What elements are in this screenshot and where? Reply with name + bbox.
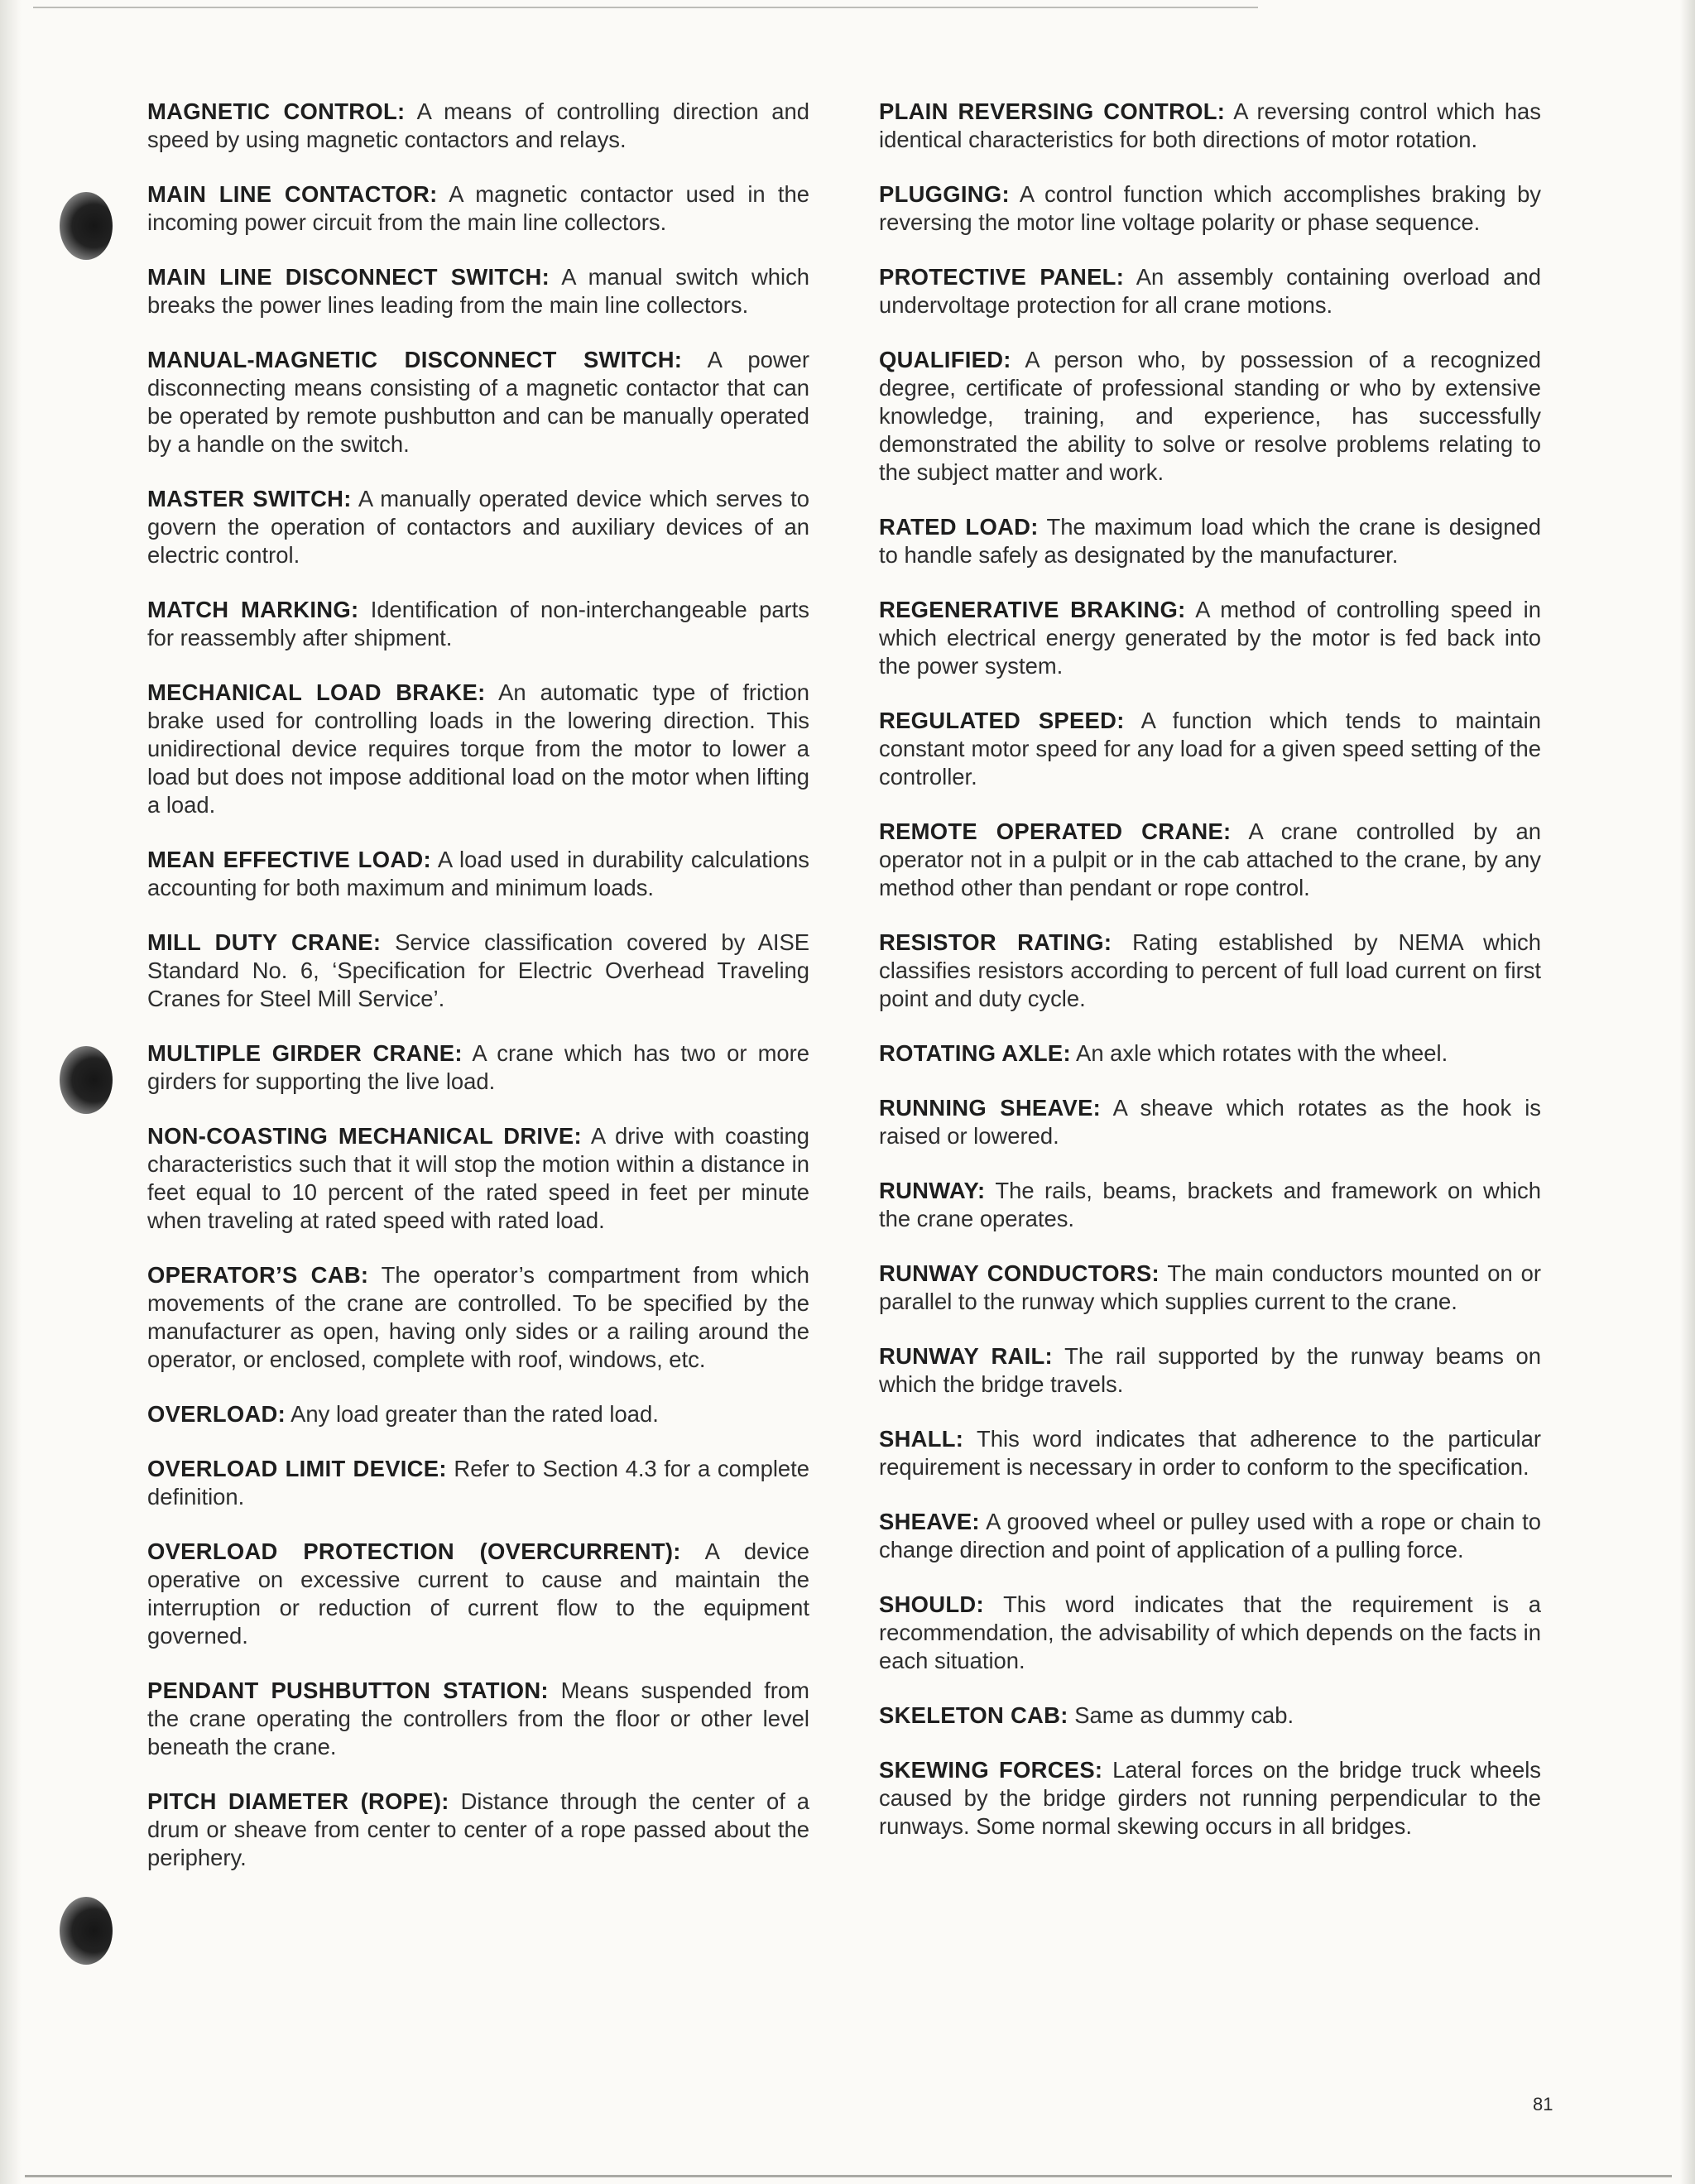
glossary-entry xyxy=(147,1122,809,1235)
glossary-term: OVERLOAD LIMIT DEVICE: xyxy=(147,1456,447,1481)
glossary-definition: Rating established by NEMA which classifies resistors according to percent of full load current on first point and duty cycle. xyxy=(879,929,1541,1011)
glossary-definition: Identification of non-interchangeable parts for reassembly after shipment. xyxy=(147,597,809,650)
glossary-entry xyxy=(147,1455,809,1511)
glossary-term: MILL DUTY CRANE: xyxy=(147,929,382,955)
glossary-term: OVERLOAD: xyxy=(147,1401,286,1427)
glossary-term: SHALL: xyxy=(879,1426,964,1452)
glossary-entry xyxy=(147,846,809,902)
glossary-term: MULTIPLE GIRDER CRANE: xyxy=(147,1040,463,1066)
glossary-term: MECHANICAL LOAD BRAKE: xyxy=(147,679,486,705)
glossary-entry xyxy=(147,263,809,319)
glossary-definition: A manually operated device which serves to govern the operation of contactors and auxiliary devices of an electric control. xyxy=(147,486,809,568)
glossary-term: SKEWING FORCES: xyxy=(879,1757,1103,1783)
glossary-definition: A function which tends to maintain constant motor speed for any load for a given speed setting of the controller. xyxy=(879,708,1541,790)
glossary-definition: A magnetic contactor used in the incoming power circuit from the main line collectors. xyxy=(147,181,809,235)
glossary-term: QUALIFIED: xyxy=(879,347,1011,372)
glossary-definition: The maximum load which the crane is designed to handle safely as designated by the manufacturer. xyxy=(879,514,1541,568)
glossary-term: RATED LOAD: xyxy=(879,514,1039,540)
glossary-definition: The rails, beams, brackets and framework on which the crane operates. xyxy=(879,1178,1541,1231)
glossary-entry xyxy=(879,1702,1541,1730)
glossary-entry xyxy=(879,1425,1541,1481)
glossary-term: OVERLOAD PROTECTION (OVERCURRENT): xyxy=(147,1538,681,1564)
glossary-term: SKELETON CAB: xyxy=(879,1702,1068,1728)
glossary-definition: An automatic type of friction brake used for controlling loads in the lowering direction. This unidirectional device requires torque from the motor to lower a load but does not impose additional load on the motor when lifting a load. xyxy=(147,679,809,818)
glossary-definition: The rail supported by the runway beams on which the bridge travels. xyxy=(879,1343,1541,1397)
glossary-definition: Same as dummy cab. xyxy=(1074,1702,1294,1728)
glossary-entry xyxy=(147,1400,809,1428)
glossary-entry xyxy=(147,596,809,652)
glossary-term: MAGNETIC CONTROL: xyxy=(147,98,406,124)
glossary-entry xyxy=(879,513,1541,569)
glossary-entry xyxy=(879,929,1541,1013)
glossary-entry xyxy=(147,1677,809,1761)
glossary-term: REMOTE OPERATED CRANE: xyxy=(879,818,1232,844)
punch-hole-top xyxy=(60,192,113,260)
glossary-term: MAIN LINE CONTACTOR: xyxy=(147,181,438,207)
glossary-definition: An assembly containing overload and undervoltage protection for all crane motions. xyxy=(879,264,1541,318)
glossary-definition: This word indicates that the requirement is a recommendation, the advisability of which depends on the facts in each situation. xyxy=(879,1591,1541,1673)
glossary-definition: A drive with coasting characteristics such that it will stop the motion within a distance in feet equal to 10 percent of the rated speed in feet per minute when traveling at rated speed with rated load. xyxy=(147,1123,810,1233)
glossary-definition: Refer to Section 4.3 for a complete definition. xyxy=(147,1456,809,1510)
glossary-entry xyxy=(879,1039,1541,1068)
glossary-definition: A reversing control which has identical characteristics for both directions of motor rotation. xyxy=(879,98,1541,152)
punch-hole-bottom xyxy=(60,1897,113,1965)
glossary-term: PLUGGING: xyxy=(879,181,1010,207)
glossary-entry xyxy=(879,707,1541,791)
glossary-entry xyxy=(879,1508,1541,1564)
glossary-entry xyxy=(879,263,1541,319)
glossary-definition: A crane which has two or more girders for supporting the live load. xyxy=(147,1040,809,1094)
glossary-definition: A device operative on excessive current to cause and maintain the interruption or reduction of current flow to the equipment governed. xyxy=(147,1538,809,1649)
glossary-entry xyxy=(879,596,1541,680)
glossary-term: SHEAVE: xyxy=(879,1509,980,1534)
bottom-rule xyxy=(25,2175,1672,2177)
glossary-definition: This word indicates that adherence to the particular requirement is necessary in order to conform to the specification. xyxy=(879,1426,1541,1480)
glossary-entry xyxy=(879,1756,1541,1841)
glossary-entry xyxy=(879,1094,1541,1150)
glossary-definition: A method of controlling speed in which electrical energy generated by the motor is fed back into the power system. xyxy=(879,597,1541,679)
glossary-definition: A power disconnecting means consisting of a magnetic contactor that can be operated by remote pushbutton and can be manually operated by a handle on the switch. xyxy=(147,347,809,457)
glossary-entry xyxy=(147,929,809,1013)
glossary-entry xyxy=(147,1039,809,1096)
glossary-definition: A control function which accomplishes braking by reversing the motor line voltage polarity or phase sequence. xyxy=(879,181,1541,235)
glossary-definition: A person who, by possession of a recognized degree, certificate of professional standing or who by extensive knowledge, training, and experience, has successfully demonstrated the ability to solve or resolve problems relating to the subject matter and work. xyxy=(879,347,1542,485)
glossary-definition: A manual switch which breaks the power lines leading from the main line collectors. xyxy=(147,264,809,318)
glossary-term: MAIN LINE DISCONNECT SWITCH: xyxy=(147,264,550,290)
glossary-definition: Service classification covered by AISE Standard No. 6, ‘Specification for Electric Overhead Traveling Cranes for Steel Mill Service’. xyxy=(147,929,809,1011)
glossary-entry xyxy=(879,98,1541,154)
glossary-term: PITCH DIAMETER (ROPE): xyxy=(147,1788,449,1814)
punch-hole-middle xyxy=(60,1046,113,1114)
glossary-entry xyxy=(879,818,1541,902)
glossary-definition: Distance through the center of a drum or sheave from center to center of a rope passed about the periphery. xyxy=(147,1788,809,1870)
glossary-entry xyxy=(147,180,809,237)
glossary-term: RUNWAY CONDUCTORS: xyxy=(879,1260,1160,1286)
glossary-term: SHOULD: xyxy=(879,1591,984,1617)
glossary-entry xyxy=(147,679,809,819)
page-right-edge xyxy=(1680,0,1695,2184)
glossary-entry xyxy=(879,1260,1541,1316)
glossary-definition: The main conductors mounted on or parallel to the runway which supplies current to the crane. xyxy=(879,1260,1541,1314)
glossary-definition: A means of controlling direction and speed by using magnetic contactors and relays. xyxy=(147,98,809,152)
glossary-term: PENDANT PUSHBUTTON STATION: xyxy=(147,1678,549,1703)
glossary-entry xyxy=(879,1342,1541,1399)
glossary-entry xyxy=(147,1538,809,1650)
left-glossary-column xyxy=(147,98,809,1898)
glossary-term: PLAIN REVERSING CONTROL: xyxy=(879,98,1226,124)
glossary-term: OPERATOR’S CAB: xyxy=(147,1262,369,1288)
glossary-term: ROTATING AXLE: xyxy=(879,1040,1071,1066)
glossary-definition: Lateral forces on the bridge truck wheels caused by the bridge girders not running perpendicular to the runways. Some normal skewing occurs in all bridges. xyxy=(879,1757,1541,1839)
right-glossary-column xyxy=(879,98,1541,1867)
glossary-entry xyxy=(147,1261,809,1374)
glossary-definition: Any load greater than the rated load. xyxy=(291,1401,659,1427)
glossary-definition: An axle which rotates with the wheel. xyxy=(1076,1040,1448,1066)
glossary-definition: A grooved wheel or pulley used with a rope or chain to change direction and point of application of a pulling force. xyxy=(879,1509,1541,1562)
glossary-term: RESISTOR RATING: xyxy=(879,929,1112,955)
glossary-entry xyxy=(879,180,1541,237)
glossary-entry xyxy=(147,98,809,154)
glossary-term: RUNWAY RAIL: xyxy=(879,1343,1053,1369)
glossary-entry xyxy=(147,1788,809,1872)
glossary-entry xyxy=(147,485,809,569)
glossary-term: MATCH MARKING: xyxy=(147,597,359,622)
glossary-term: RUNWAY: xyxy=(879,1178,986,1203)
glossary-entry xyxy=(147,346,809,458)
glossary-term: NON-COASTING MECHANICAL DRIVE: xyxy=(147,1123,582,1149)
glossary-definition: The operator’s compartment from which movements of the crane are controlled. To be specified by the manufacturer as open, having only sides or a railing around the operator, or enclosed, complete with roof, windows, etc. xyxy=(147,1262,810,1372)
glossary-definition: Means suspended from the crane operating the controllers from the floor or other level beneath the crane. xyxy=(147,1678,809,1759)
glossary-entry xyxy=(879,346,1541,487)
glossary-term: RUNNING SHEAVE: xyxy=(879,1095,1102,1121)
glossary-term: MASTER SWITCH: xyxy=(147,486,352,511)
glossary-entry xyxy=(879,1591,1541,1675)
page-left-shadow xyxy=(0,0,22,2184)
glossary-definition: A sheave which rotates as the hook is raised or lowered. xyxy=(879,1095,1541,1149)
page-number: 81 xyxy=(1533,2094,1553,2114)
glossary-definition: A crane controlled by an operator not in a pulpit or in the cab attached to the crane, by any method other than pendant or rope control. xyxy=(879,818,1541,900)
glossary-definition: A load used in durability calculations accounting for both maximum and minimum loads. xyxy=(147,847,810,900)
glossary-term: MEAN EFFECTIVE LOAD: xyxy=(147,847,431,872)
glossary-term: PROTECTIVE PANEL: xyxy=(879,264,1125,290)
glossary-entry xyxy=(879,1177,1541,1233)
glossary-term: REGENERATIVE BRAKING: xyxy=(879,597,1186,622)
glossary-term: REGULATED SPEED: xyxy=(879,708,1125,733)
glossary-term: MANUAL-MAGNETIC DISCONNECT SWITCH: xyxy=(147,347,683,372)
top-rule xyxy=(33,7,1258,8)
